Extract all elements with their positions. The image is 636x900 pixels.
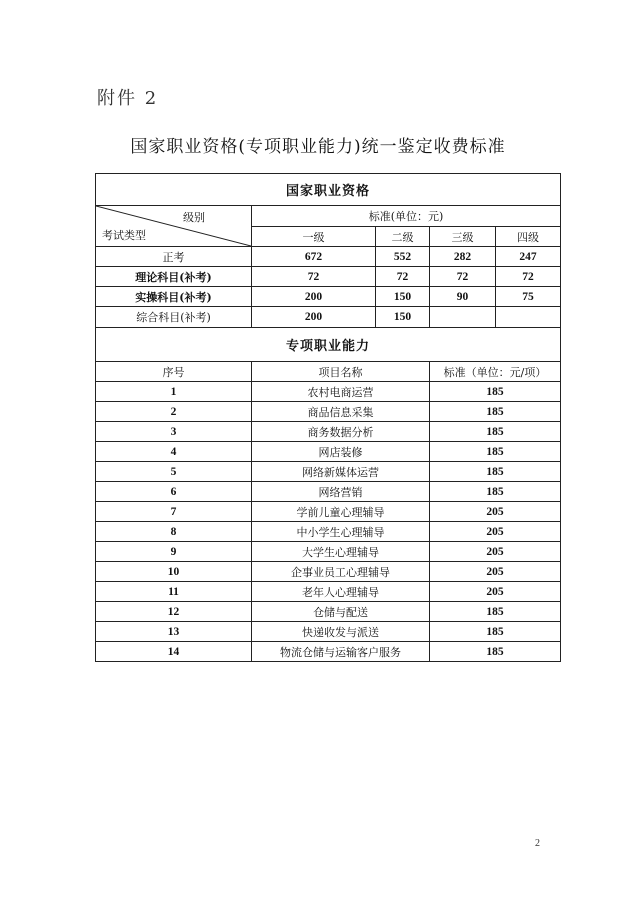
special-header-row xyxy=(96,362,561,382)
national-heading: 国家职业资格 xyxy=(96,174,561,206)
table-row xyxy=(96,382,561,402)
fee-cell: 205 xyxy=(430,522,561,542)
project-name-cell: 企事业员工心理辅导 xyxy=(252,562,430,582)
fee-cell: 72 xyxy=(430,267,496,287)
fee-standard-table xyxy=(95,173,561,662)
page-number: 2 xyxy=(535,838,540,849)
project-name-cell: 网络营销 xyxy=(252,482,430,502)
project-name-cell: 大学生心理辅导 xyxy=(252,542,430,562)
table-row xyxy=(96,442,561,462)
fee-cell: 150 xyxy=(376,307,430,328)
table-row xyxy=(96,522,561,542)
fee-cell: 72 xyxy=(252,267,376,287)
row-number-cell: 14 xyxy=(96,642,252,662)
attachment-label: 附件 2 xyxy=(97,88,159,109)
table-row xyxy=(96,462,561,482)
fee-cell: 185 xyxy=(430,602,561,622)
project-name-cell: 农村电商运营 xyxy=(252,382,430,402)
project-name-cell: 快递收发与派送 xyxy=(252,622,430,642)
row-number-cell: 9 xyxy=(96,542,252,562)
special-rows xyxy=(96,382,561,662)
column-header-number: 序号 xyxy=(96,362,252,382)
fee-cell: 200 xyxy=(252,307,376,328)
exam-type-cell: 综合科目(补考) xyxy=(96,307,252,328)
table-row xyxy=(96,307,561,328)
table-row xyxy=(96,247,561,267)
row-number-cell: 13 xyxy=(96,622,252,642)
fee-cell: 185 xyxy=(430,462,561,482)
exam-type-axis-label: 考试类型 xyxy=(102,229,146,242)
row-number-cell: 3 xyxy=(96,422,252,442)
fee-cell: 672 xyxy=(252,247,376,267)
level-header: 一级 xyxy=(252,227,376,247)
table-row xyxy=(96,287,561,307)
level-header: 四级 xyxy=(496,227,561,247)
column-header-project: 项目名称 xyxy=(252,362,430,382)
standard-unit-label: 标准(单位：元) xyxy=(252,206,561,227)
fee-cell: 72 xyxy=(376,267,430,287)
project-name-cell: 学前儿童心理辅导 xyxy=(252,502,430,522)
fee-cell: 282 xyxy=(430,247,496,267)
table-row xyxy=(96,402,561,422)
row-number-cell: 8 xyxy=(96,522,252,542)
fee-cell xyxy=(430,307,496,328)
fee-cell: 185 xyxy=(430,642,561,662)
fee-cell: 185 xyxy=(430,442,561,462)
fee-cell: 185 xyxy=(430,482,561,502)
project-name-cell: 商品信息采集 xyxy=(252,402,430,422)
fee-cell: 205 xyxy=(430,542,561,562)
exam-type-cell: 正考 xyxy=(96,247,252,267)
fee-cell xyxy=(496,307,561,328)
fee-cell: 75 xyxy=(496,287,561,307)
fee-cell: 205 xyxy=(430,582,561,602)
table-row xyxy=(96,562,561,582)
special-heading-row xyxy=(96,328,561,362)
fee-cell: 185 xyxy=(430,402,561,422)
table-row xyxy=(96,642,561,662)
row-number-cell: 10 xyxy=(96,562,252,582)
table-row xyxy=(96,622,561,642)
fee-cell: 185 xyxy=(430,422,561,442)
fee-cell: 150 xyxy=(376,287,430,307)
diagonal-header-cell xyxy=(96,206,252,247)
row-number-cell: 11 xyxy=(96,582,252,602)
table-row xyxy=(96,602,561,622)
row-number-cell: 1 xyxy=(96,382,252,402)
fee-cell: 200 xyxy=(252,287,376,307)
special-heading: 专项职业能力 xyxy=(96,328,561,362)
row-number-cell: 4 xyxy=(96,442,252,462)
project-name-cell: 物流仓储与运输客户服务 xyxy=(252,642,430,662)
table-row xyxy=(96,267,561,287)
fee-cell: 247 xyxy=(496,247,561,267)
project-name-cell: 仓储与配送 xyxy=(252,602,430,622)
row-number-cell: 6 xyxy=(96,482,252,502)
national-header-row xyxy=(96,206,561,227)
table-row xyxy=(96,502,561,522)
project-name-cell: 网店装修 xyxy=(252,442,430,462)
row-number-cell: 5 xyxy=(96,462,252,482)
fee-cell: 205 xyxy=(430,502,561,522)
fee-cell: 205 xyxy=(430,562,561,582)
exam-type-cell: 理论科目(补考) xyxy=(96,267,252,287)
project-name-cell: 商务数据分析 xyxy=(252,422,430,442)
table-row xyxy=(96,542,561,562)
exam-type-cell: 实操科目(补考) xyxy=(96,287,252,307)
fee-cell: 185 xyxy=(430,622,561,642)
fee-cell: 552 xyxy=(376,247,430,267)
national-heading-row xyxy=(96,174,561,206)
level-header: 三级 xyxy=(430,227,496,247)
project-name-cell: 中小学生心理辅导 xyxy=(252,522,430,542)
fee-cell: 185 xyxy=(430,382,561,402)
column-header-fee: 标准（单位：元/项） xyxy=(430,362,561,382)
table-row xyxy=(96,582,561,602)
project-name-cell: 网络新媒体运营 xyxy=(252,462,430,482)
document-title: 国家职业资格(专项职业能力)统一鉴定收费标准 xyxy=(130,137,506,157)
row-number-cell: 12 xyxy=(96,602,252,622)
table-row xyxy=(96,422,561,442)
row-number-cell: 2 xyxy=(96,402,252,422)
row-number-cell: 7 xyxy=(96,502,252,522)
level-header: 二级 xyxy=(376,227,430,247)
table-row xyxy=(96,482,561,502)
level-axis-label: 级别 xyxy=(183,211,205,224)
fee-cell: 90 xyxy=(430,287,496,307)
project-name-cell: 老年人心理辅导 xyxy=(252,582,430,602)
fee-cell: 72 xyxy=(496,267,561,287)
